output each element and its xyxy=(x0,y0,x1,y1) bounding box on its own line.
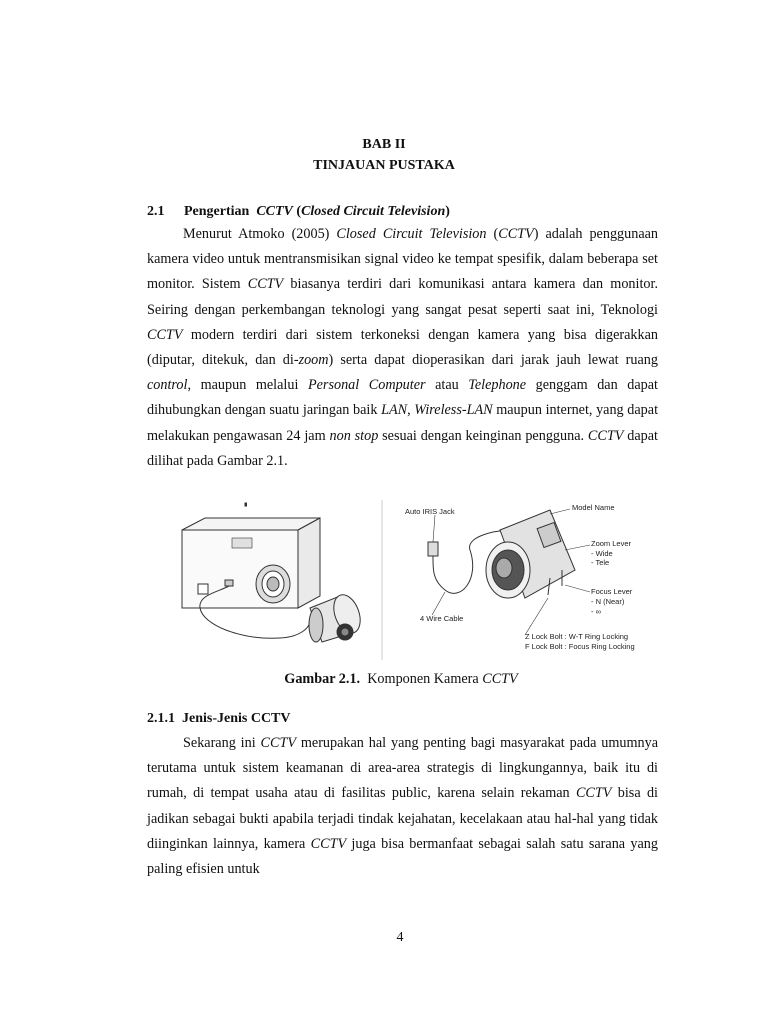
text-run: biasanya terdiri dari komunikasi antara kamera dan monitor. Seiring dengan perkembangan teknologi yang sangat pesat seperti saat ini, Teknologi xyxy=(147,276,658,318)
label-focus-lever: Focus Lever xyxy=(591,587,633,596)
text-run: sesuai dengan keinginan pengguna. xyxy=(378,427,588,444)
chapter-number: BAB II xyxy=(362,137,406,152)
text-run: Menurut Atmoko (2005) xyxy=(183,226,337,242)
italic-term: zoom xyxy=(298,352,329,369)
caption-italic: CCTV xyxy=(482,671,518,687)
section-title-italic: CCTV xyxy=(256,204,293,219)
subsection-number: 2.1.1 xyxy=(147,711,175,726)
text-run: genggam dan dapat dihubungkan dengan suatu jaringan baik xyxy=(147,377,658,419)
text-run: Sekarang ini xyxy=(183,735,261,751)
subsection-heading xyxy=(147,711,291,727)
section-title-prefix: Pengertian xyxy=(184,204,250,219)
label-z-lock-bolt: Z Lock Bolt : W-T Ring Locking xyxy=(525,632,629,641)
subsection-title: Jenis-Jenis CCTV xyxy=(182,711,291,726)
text-run: ) adalah penggunaan kamera video untuk mentransmisikan signal video ke tempat spesifik, dalam beberapa set monitor. Sistem xyxy=(147,226,659,293)
section-title-paren-italic: Closed Circuit Television xyxy=(301,204,446,219)
lens-drawing-right xyxy=(428,510,575,598)
text-run: dapat dilihat pada Gambar 2.1. xyxy=(147,427,658,469)
italic-term: CCTV xyxy=(260,735,296,751)
paragraph-definition xyxy=(147,222,658,474)
label-near: - N (Near) xyxy=(591,597,625,606)
section-paren-close: ) xyxy=(445,204,450,219)
italic-term: CCTV xyxy=(587,427,624,444)
label-zoom-lever: Zoom Lever xyxy=(591,539,632,548)
italic-term: Wireless-LAN xyxy=(414,402,493,419)
label-model-name: Model Name xyxy=(572,503,615,512)
lens-drawing-left xyxy=(309,591,365,642)
italic-term: CCTV xyxy=(498,226,534,242)
text-run: ) serta dapat dioperasikan dari jarak jauh lewat ruang xyxy=(328,352,658,369)
label-wide: - Wide xyxy=(591,549,613,558)
section-number: 2.1 xyxy=(147,204,165,219)
paragraph-types xyxy=(147,731,658,882)
label-tele: - Tele xyxy=(591,558,610,567)
text-run: atau xyxy=(425,377,469,394)
italic-term: control xyxy=(147,377,188,394)
text-run: , maupun melalui xyxy=(187,377,308,394)
chapter-title: TINJAUAN PUSTAKA xyxy=(313,158,455,173)
italic-term: LAN xyxy=(381,402,408,419)
text-run: modern terdiri dari sistem terkoneksi dengan kamera yang bisa digerakkan (diputar, ditekuk, dan di- xyxy=(147,326,658,369)
italic-term: CCTV xyxy=(575,785,612,802)
text-run: merupakan hal yang penting bagi masyarakat pada umumnya terutama untuk sistem keamanan di area-area strategis di lingkungannya, baik itu di rumah, di tempat usaha atau di fasilitas public, karena selain rekaman xyxy=(147,735,659,802)
label-auto-iris-jack: Auto IRIS Jack xyxy=(405,507,455,516)
figure-caption xyxy=(0,671,768,688)
italic-term: Personal Computer xyxy=(307,377,426,394)
caption-text: Komponen Kamera xyxy=(367,671,483,687)
italic-term: CCTV xyxy=(247,276,284,293)
italic-term: CCTV xyxy=(147,326,183,343)
text-run: , xyxy=(407,402,415,419)
text-run: maupun internet, yang dapat melakukan pengawasan 24 jam xyxy=(147,402,659,444)
caption-label: Gambar 2.1. xyxy=(284,671,361,687)
camera-body-drawing xyxy=(182,503,320,638)
italic-term: Telephone xyxy=(468,377,527,394)
label-f-lock-bolt: F Lock Bolt : Focus Ring Locking xyxy=(525,642,635,651)
cctv-camera-figure xyxy=(170,500,660,660)
italic-term: non stop xyxy=(329,427,379,444)
section-heading xyxy=(147,204,450,220)
italic-term: CCTV xyxy=(310,835,347,852)
label-wire-cable: 4 Wire Cable xyxy=(420,614,464,623)
text-run: ( xyxy=(486,226,499,242)
label-infinity: - ∞ xyxy=(591,607,601,616)
text-run: bisa di jadikan sebagai bukti apabila terjadi tindak kejahatan, kecelakaan atau hal-hal yang tidak diinginkan lainnya, kamera xyxy=(147,785,658,852)
text-run: juga bisa bermanfaat sebagai salah satu sarana yang paling efisien untuk xyxy=(147,835,658,878)
page-number: 4 xyxy=(396,930,404,945)
section-paren-open: ( xyxy=(296,204,302,219)
italic-term: Closed Circuit Television xyxy=(336,226,487,242)
